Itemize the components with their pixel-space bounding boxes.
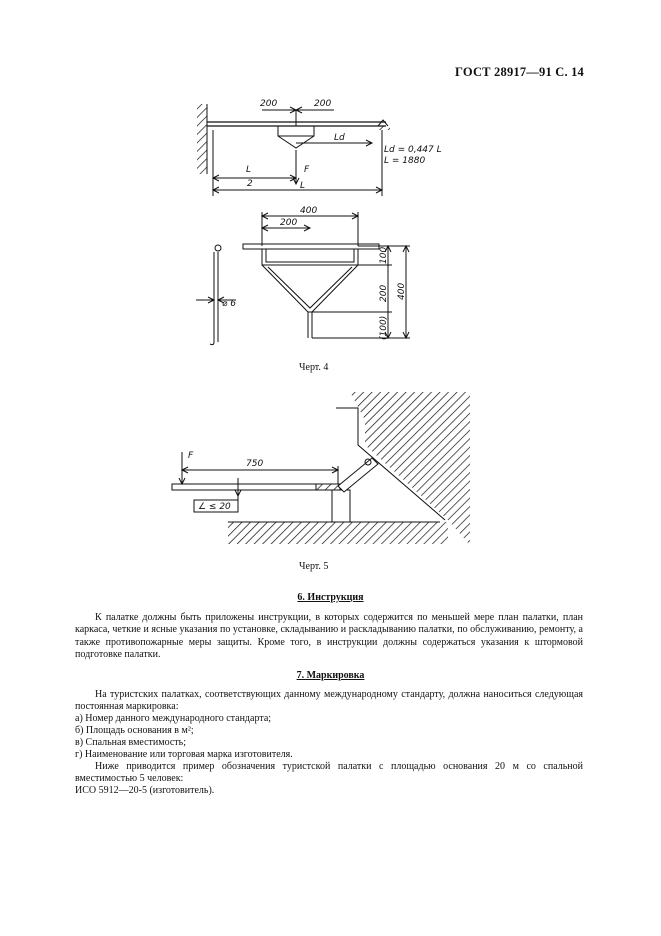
section-7-title: 7. Маркировка — [296, 670, 365, 681]
list-item: б) Площадь основания в м²; — [75, 725, 194, 736]
example-intro: Ниже приводится пример обозначения туристской палатки с площадью основания 20 м со спальной вместимостью 5 человек: — [75, 761, 583, 785]
l-total: L — [300, 181, 306, 191]
dim-200-left: 200 — [260, 99, 278, 109]
force-f5: F — [188, 451, 194, 461]
example-designation: ИСО 5912—20-5 (изготовитель). — [75, 785, 215, 796]
dim-200-vert: 200 — [379, 284, 389, 302]
section-6-text: К палатке должны быть приложены инструкции, в которых содержится по меньшей мере план палатки, план каркаса, четкие и ясные указания по установке, складыванию и раскладыванию палатки, по обслуживанию, ремонту, а также противопожарные меры защиты. Кроме того, в инструкции должны содержаться указания к штормовой подготовке палатки. — [75, 612, 583, 660]
list-item: в) Спальная вместимость; — [75, 737, 186, 748]
figure-5-drawing — [0, 390, 661, 560]
wall-hatch — [197, 104, 207, 174]
ld-formula: Ld = 0,447 L — [384, 145, 442, 155]
angle-label: ∠ ≤ 20 — [198, 502, 231, 512]
force-label: F — [304, 165, 310, 175]
dim-100: 100 — [379, 246, 389, 264]
l-value: L = 1880 — [384, 156, 426, 166]
figure-4-caption: Черт. 4 — [299, 362, 329, 373]
list-item: а) Номер данного международного стандарта; — [75, 713, 272, 724]
section-6-title: 6. Инструкция — [297, 592, 364, 603]
section-7-intro: На туристских палатках, соответствующих данному международному стандарту, должна наноситься следующая постоянная маркировка: — [75, 689, 583, 713]
diameter-label: ⌀ 6 — [222, 299, 237, 309]
ld-label: Ld — [334, 133, 345, 143]
dim-750: 750 — [246, 459, 264, 469]
figure-4-drawing — [0, 0, 661, 380]
l-half-den: 2 — [247, 179, 253, 189]
dim-200-mid: 200 — [280, 218, 298, 228]
l-half-num: L — [246, 165, 252, 175]
dim-200-right: 200 — [314, 99, 332, 109]
page-header: ГОСТ 28917—91 С. 14 — [455, 65, 584, 79]
dim-400-vert: 400 — [397, 282, 407, 300]
list-item: г) Наименование или торговая марка изготовителя. — [75, 749, 293, 760]
figure-5-caption: Черт. 5 — [299, 561, 329, 572]
dim-400-top: 400 — [300, 206, 318, 216]
dim-100-paren: (100) — [379, 315, 389, 340]
